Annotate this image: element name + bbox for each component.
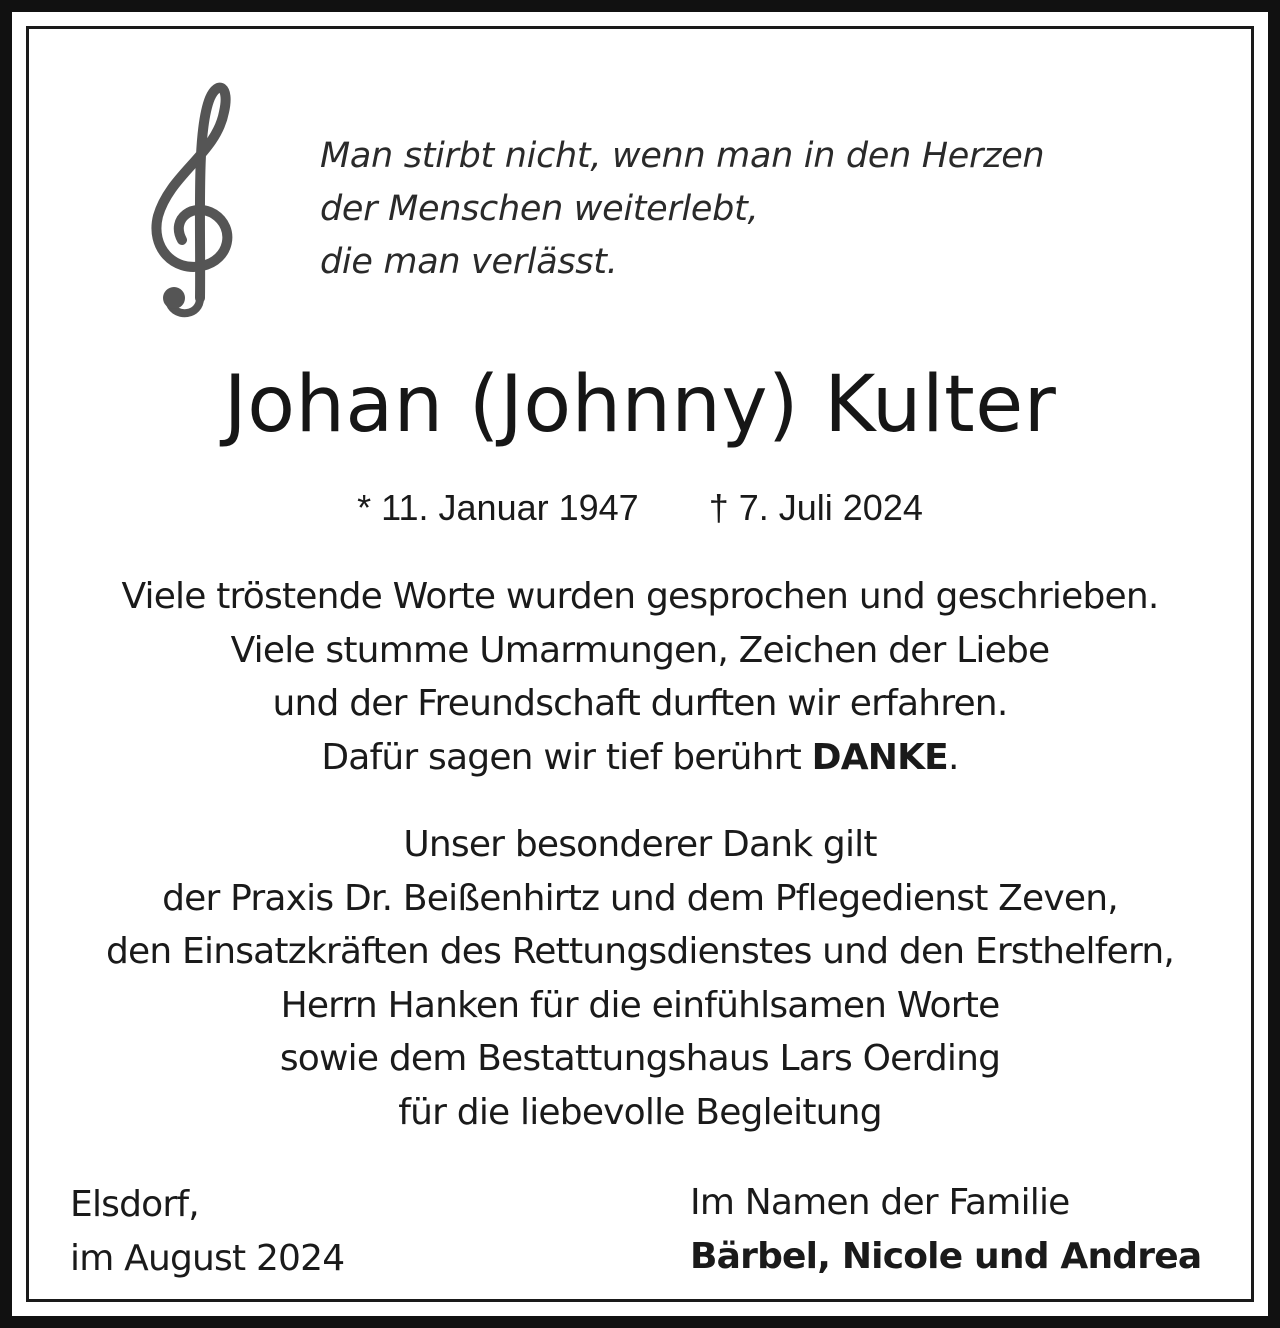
family-signature <box>690 1176 1201 1284</box>
thanks-line: Viele tröstende Worte wurden gesprochen und geschrieben. <box>121 576 1159 617</box>
special-thanks-paragraph <box>12 818 1268 1139</box>
special-thanks-line: Unser besonderer Dank gilt <box>403 824 877 865</box>
place-and-date <box>70 1178 344 1286</box>
deceased-name: Johan (Johnny) Kulter <box>223 360 1057 450</box>
special-thanks-line: den Einsatzkräften des Rettungsdienstes und den Ersthelfern, <box>105 931 1174 972</box>
special-thanks-line: sowie dem Bestattungshaus Lars Oerding <box>279 1038 1001 1079</box>
danke-word: DANKE <box>811 736 948 778</box>
special-thanks-line: der Praxis Dr. Beißenhirtz und dem Pflegedienst Zeven, <box>162 877 1118 919</box>
special-thanks-line: Herrn Hanken für die einfühlsamen Worte <box>280 984 1000 1026</box>
thanks-last-prefix: Dafür sagen wir tief berührt <box>321 736 812 778</box>
memorial-quote <box>320 130 1220 289</box>
place-date: im August 2024 <box>70 1238 345 1279</box>
treble-clef-icon <box>132 72 242 322</box>
obituary-notice <box>12 12 1268 1316</box>
thanks-line: Viele stumme Umarmungen, Zeichen der Liebe <box>230 629 1050 671</box>
thanks-line-last <box>12 731 1268 785</box>
life-dates <box>12 482 1268 534</box>
thanks-last-suffix: . <box>947 736 959 778</box>
death-date: † 7. Juli 2024 <box>708 487 923 528</box>
signature-names: Bärbel, Nicole und Andrea <box>690 1236 1202 1277</box>
birth-date: * 11. Januar 1947 <box>357 487 639 528</box>
signature-intro: Im Namen der Familie <box>690 1182 1070 1223</box>
place-city: Elsdorf, <box>70 1184 199 1225</box>
quote-line: Man stirbt nicht, wenn man in den Herzen <box>320 136 1045 176</box>
thanks-line: und der Freundschaft durften wir erfahren. <box>272 683 1008 724</box>
quote-line: die man verlässt. <box>320 242 618 282</box>
thanks-paragraph <box>12 570 1268 784</box>
quote-line: der Menschen weiterlebt, <box>320 189 759 229</box>
special-thanks-line: für die liebevolle Begleitung <box>398 1091 882 1133</box>
